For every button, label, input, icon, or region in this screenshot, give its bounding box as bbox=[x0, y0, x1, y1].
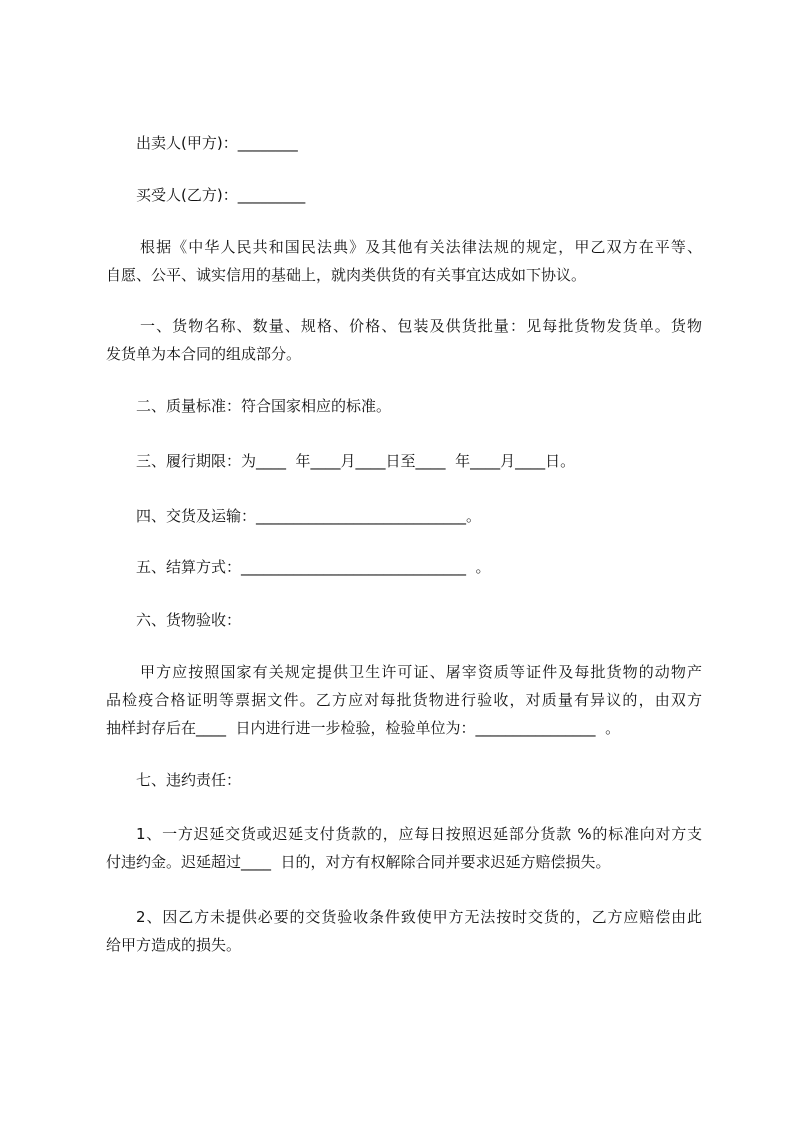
buyer-line: 买受人(乙方)：_________ bbox=[136, 186, 306, 204]
preamble-line-1: 根据《中华人民共和国民法典》及其他有关法律法规的规定，甲乙双方在平等、 bbox=[140, 238, 702, 256]
clause-7-item-2-line-1: 2、因乙方未提供必要的交货验收条件致使甲方无法按时交货的，乙方应赔偿由此 bbox=[136, 908, 702, 926]
clause-6-title: 六、货物验收： bbox=[136, 611, 242, 629]
clause-4: 四、交货及运输：____________________________。 bbox=[136, 507, 482, 525]
seller-line: 出卖人(甲方)：________ bbox=[136, 134, 298, 152]
clause-1-line-1: 一、货物名称、数量、规格、价格、包装及供货批量：见每批货物发货单。货物 bbox=[140, 317, 702, 335]
clause-1-line-2: 发货单为本合同的组成部分。 bbox=[106, 345, 302, 363]
clause-6-line-2: 品检疫合格证明等票据文件。乙方应对每批货物进行验收，对质量有异议的，由双方 bbox=[106, 691, 702, 709]
clause-6-line-1: 甲方应按照国家有关规定提供卫生许可证、屠宰资质等证件及每批货物的动物产 bbox=[140, 663, 702, 681]
clause-3: 三、履行期限：为____ 年____月____日至____ 年____月____日。 bbox=[136, 452, 576, 470]
clause-2: 二、质量标准：符合国家相应的标准。 bbox=[136, 397, 392, 415]
clause-7-item-1-line-1: 1、一方迟延交货或迟延支付货款的，应每日按照迟延部分货款 %的标准向对方支 bbox=[136, 825, 702, 843]
clause-7-title: 七、违约责任： bbox=[136, 771, 242, 789]
clause-7-item-2-line-2: 给甲方造成的损失。 bbox=[106, 936, 242, 954]
clause-5: 五、结算方式：______________________________ 。 bbox=[136, 558, 491, 576]
clause-7-item-1-line-2: 付违约金。迟延超过____ 日的，对方有权解除合同并要求迟延方赔偿损失。 bbox=[106, 853, 611, 871]
clause-6-line-3: 抽样封存后在____ 日内进行进一步检验，检验单位为：________________ 。 bbox=[106, 719, 621, 737]
preamble-line-2: 自愿、公平、诚实信用的基础上，就肉类供货的有关事宜达成如下协议。 bbox=[106, 266, 587, 284]
